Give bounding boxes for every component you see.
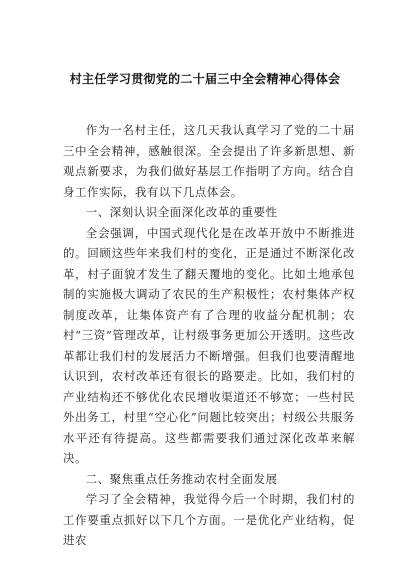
intro-paragraph: 作为一名村主任，这几天我认真学习了党的二十届三中全会精神，感触很深。全会提出了许多新思想、新观点新要求，为我们做好基层工作指明了方向。结合自身工作实际，我有以下几点体会。 bbox=[63, 123, 355, 199]
section-heading-2: 二、聚焦重点任务推动农村全面发展 bbox=[85, 471, 278, 486]
section-heading-1: 一、深刻认识全面深化改革的重要性 bbox=[85, 205, 278, 219]
section-1-paragraph: 全会强调，中国式现代化是在改革开放中不断推进的。回顾这些年来我们村的变化，正是通过不断深化改革，村子面貌才发生了翻天覆地的变化。比如土地承包制的实施极大调动了农民的生产积极性；农村集体产权制度改革，让集体资产有了合理的收益分配机制；农村“三资”管理改革，让村级事务更加公开透明。这些改革都让我们村的发展活力不断增强。但我们也要清醒地认识到，农村改革还有很长的路要走。比如，我们村的产业结构还不够优化农民增收渠道还不够宽；一些村民外出务工，村里“空心化”问题比较突出；村级公共服务水平还有待提高。这些都需要我们通过深化改革来解决。 bbox=[63, 225, 355, 465]
document-title: 村主任学习贯彻党的二十届三中全会精神心得体会 bbox=[69, 72, 341, 86]
document-body bbox=[63, 120, 355, 551]
section-2-paragraph: 学习了全会精神，我觉得今后一个时期，我们村的工作要重点抓好以下几个方面。一是优化产业结构，促进农 bbox=[63, 492, 355, 547]
